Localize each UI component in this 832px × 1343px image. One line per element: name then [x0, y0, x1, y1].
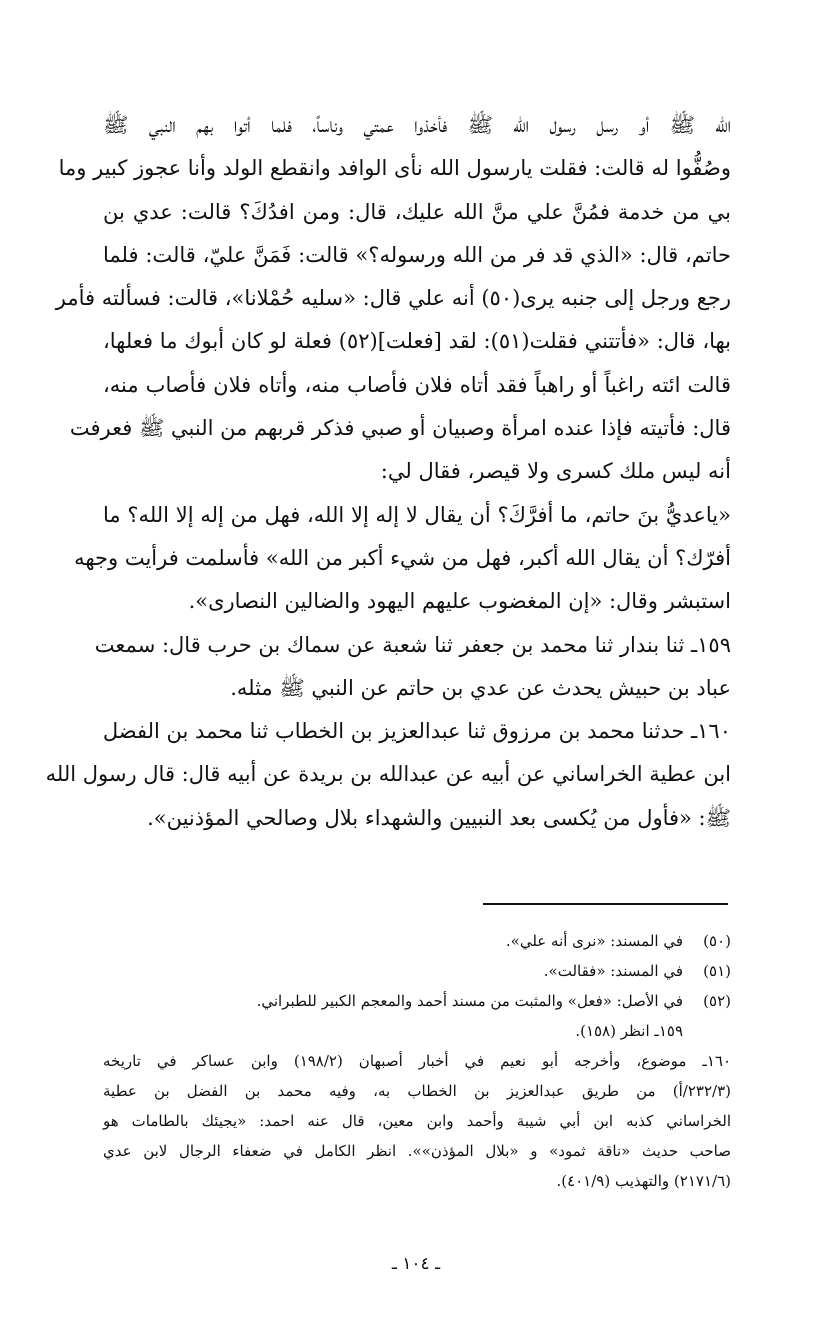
text-line: الله ﷺ أو رسل رسول الله ﷺ فأخذوا عمتي وناساً، فلما أتوا بهم النبي ﷺ — [103, 113, 731, 137]
text-line: رجع ورجل إلى جنبه يرى(٥٠) أنه علي قال: «سليه حُمْلانا»، قالت: فسألته فأمر — [55, 286, 731, 311]
hadith-160-line: ابن عطية الخراساني عن أبيه عن عبدالله بن بريدة عن أبيه قال: قال رسول الله — [45, 762, 731, 787]
page-number: ـ ١٠٤ ـ — [391, 1254, 441, 1274]
text-line: أفرّك؟ أن يقال الله أكبر، فهل من شيء أكبر من الله» فأسلمت فرأيت وجهه — [74, 545, 731, 570]
main-text-block — [45, 104, 732, 840]
text-line: بها، قال: «فأتتني فقلت(٥١): لقد [فعلت](٥٢) فعلة لو كان أبوك ما فعلها، — [103, 329, 732, 354]
hadith-159-line: عباد بن حبيش يحدث عن عدي بن حاتم عن النبي ﷺ مثله. — [230, 675, 731, 700]
hadith-160-line: ﷺ: «فأول من يُكسى بعد النبيين والشهداء بلال وصالحي المؤذنين». — [147, 805, 731, 830]
hadith-159-line: ١٥٩ـ ثنا بندار ثنا محمد بن جعفر ثنا شعبة عن سماك بن حرب قال: سمعت — [94, 632, 731, 657]
text-line: قالت ائته راغباً أو راهباً فقد أتاه فلان فأصاب منه، وأتاه فلان فأصاب منه، — [103, 372, 731, 397]
note-160-line: ١٦٠ـ موضوع، وأخرجه أبو نعيم في أخبار أصبهان (١٩٨/٢) وابن عساكر في تاريخه — [103, 1052, 732, 1070]
note-160-line: صاحب حديث «ناقة ثمود» و «بلال المؤذن»». انظر الكامل في ضعفاء الرجال لابن عدي — [103, 1142, 731, 1160]
text-line: «ياعديُّ بنَ حاتم، ما أفرَّكَ؟ أن يقال لا إله إلا الله، فهل من إله إلا الله؟ ما — [103, 502, 731, 527]
footnote-number: (٥١) — [703, 962, 731, 980]
footnotes-block — [103, 926, 731, 1196]
note-160-line: (٢٣٢/٣/أ) من طريق عبدالعزيز بن الخطاب به، وفيه محمد بن الفضل بن عطية — [103, 1082, 731, 1100]
hadith-160-line: ١٦٠ـ حدثنا محمد بن مرزوق ثنا عبدالعزيز بن الخطاب ثنا محمد بن الفضل — [102, 719, 731, 744]
note-160-line: (٢١٧١/٦) والتهذيب (٤٠١/٩). — [556, 1172, 731, 1190]
note-160-line: الخراساني كذبه ابن أبي شيبة وأحمد وابن معين، قال عنه احمد: «يجيئك بالطامات هو — [103, 1112, 731, 1130]
footnote-52 — [103, 986, 731, 1016]
footnote-number: (٥٠) — [703, 932, 731, 950]
footnote-text: في المسند: «فقالت». — [543, 962, 683, 980]
text-line: وصُفُّوا له قالت: فقلت يارسول الله نأى الوافد وانقطع الولد وأنا عجوز كبير وما — [58, 156, 731, 181]
text-line: بي من خدمة فمُنَّ علي منَّ الله عليك، قال: ومن افدُكَ؟ قالت: عدي بن — [103, 199, 731, 224]
text-line: أنه ليس ملك كسرى ولا قيصر، فقال لي: — [380, 459, 731, 484]
footnote-text: في المسند: «نرى أنه علي». — [505, 932, 683, 950]
footnote-text: في الأصل: «فعل» والمثبت من مسند أحمد والمعجم الكبير للطبراني. — [256, 992, 683, 1010]
text-line: استبشر وقال: «إن المغضوب عليهم اليهود والضالين النصارى». — [188, 589, 731, 614]
footnote-51 — [103, 956, 731, 986]
text-line: حاتم، قال: «الذي قد فر من الله ورسوله؟» قالت: فَمَنَّ عليّ، قالت: فلما — [103, 242, 731, 267]
footnote-separator — [483, 903, 728, 905]
footnote-50 — [103, 926, 731, 956]
note-159: ١٥٩ـ انظر (١٥٨). — [575, 1022, 683, 1040]
text-line: قال: فأتيته فإذا عنده امرأة وصبيان أو صبي فذكر قربهم من النبي ﷺ فعرفت — [69, 416, 731, 441]
footnote-number: (٥٢) — [703, 992, 731, 1010]
